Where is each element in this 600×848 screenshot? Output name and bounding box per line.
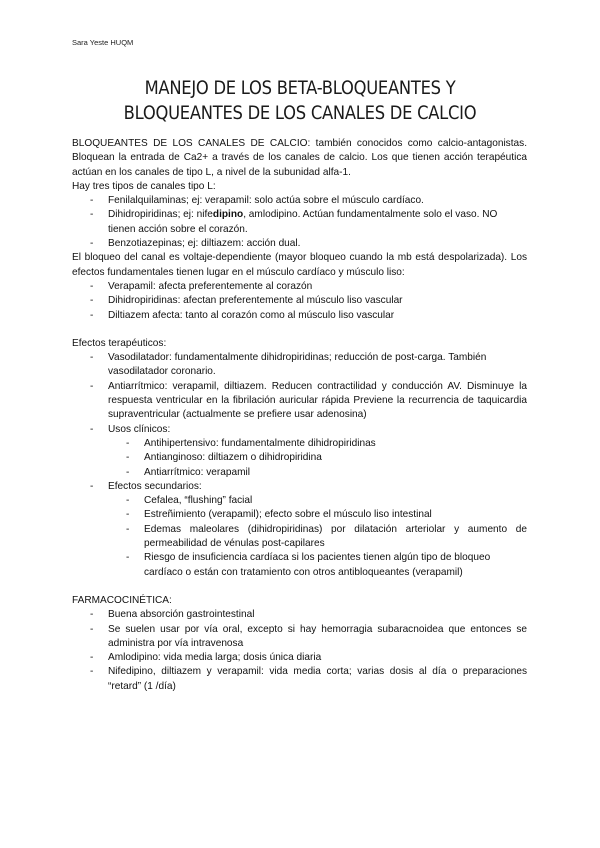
list-item: - Benzotiazepinas; ej: diltiazem: acción dual.	[72, 237, 527, 251]
spacer	[72, 580, 527, 594]
list-item: - Edemas maleolares (dihidropiridinas) por dilatación arteriolar y aumento de permeabilidad de vénulas post-capilares	[72, 523, 527, 552]
list-item: - Buena absorción gastrointestinal	[72, 608, 527, 622]
list-item: - Nifedipino, diltiazem y verapamil: vida media corta; varias dosis al día o preparaciones “retard” (1 /día)	[72, 665, 527, 694]
types-heading: Hay tres tipos de canales tipo L:	[72, 180, 216, 192]
channel-types-list	[72, 194, 527, 251]
list-item: - Antianginoso: diltiazem o dihidropiridina	[72, 451, 527, 465]
list-item: - Estreñimiento (verapamil); efecto sobre el músculo liso intestinal	[72, 508, 527, 522]
spacer	[72, 323, 527, 337]
pharmacokinetics-list	[72, 608, 527, 694]
clinical-uses-list	[72, 437, 527, 480]
list-item: - Diltiazem afecta: tanto al corazón como al músculo liso vascular	[72, 309, 527, 323]
list-item: - Antihipertensivo: fundamentalmente dihidropiridinas	[72, 437, 527, 451]
effects-list	[72, 280, 527, 323]
list-item: - Fenilalquilaminas; ej: verapamil: solo actúa sobre el músculo cardíaco.	[72, 194, 527, 208]
list-item: - Usos clínicos:	[72, 423, 527, 437]
list-item: - Riesgo de insuficiencia cardíaca si los pacientes tienen algún tipo de bloqueo cardíaco o están con tratamiento con otros antibloqueantes (verapamil)	[72, 551, 527, 580]
block-paragraph: El bloqueo del canal es voltaje-dependiente (mayor bloqueo cuando la mb está despolarizada). Los efectos fundamentales tienen lugar en el músculo cardíaco y músculo liso:	[72, 252, 527, 278]
list-item: - Vasodilatador: fundamentalmente dihidropiridinas; reducción de post-carga. También vasodilatador coronario.	[72, 351, 527, 380]
item-text: , amlodipino. Actúan fundamentalmente solo el vaso. NO tienen acción sobre el corazón.	[108, 209, 498, 235]
therapeutic-list	[72, 351, 527, 437]
list-item: - Antiarrítmico: verapamil, diltiazem. Reducen contractilidad y conducción AV. Disminuye la respuesta ventricular en la fibrilación auricular rápida Previene la recurrencia de taquicardia supraventricular (actualmente se prefiere usar adenosina)	[72, 380, 527, 423]
author-header: Sara Yeste HUQM	[72, 38, 134, 47]
list-item: - Verapamil: afecta preferentemente al corazón	[72, 280, 527, 294]
pharmacokinetics-heading: FARMACOCINÉTICA:	[72, 594, 172, 606]
list-item: - Se suelen usar por vía oral, excepto si hay hemorragia subaracnoidea que entonces se administra por vía intravenosa	[72, 623, 527, 652]
list-item: - Amlodipino: vida media larga; dosis única diaria	[72, 651, 527, 665]
list-item: - Dihidropiridinas: afectan preferentemente al músculo liso vascular	[72, 294, 527, 308]
intro-paragraph: BLOQUEANTES DE LOS CANALES DE CALCIO: también conocidos como calcio-antagonistas. Bloquean la entrada de Ca2+ a través de los canales de calcio. Los que tienen acción terapéutica actúan en los canales de tipo L, a nivel de la subunidad alfa-1.	[72, 138, 527, 178]
list-item: - Cefalea, “flushing” facial	[72, 494, 527, 508]
side-effects-header-list	[72, 480, 527, 494]
list-item	[72, 208, 527, 237]
item-text: Dihidropiridinas; ej: nife	[108, 209, 213, 221]
list-item: - Efectos secundarios:	[72, 480, 527, 494]
list-item: - Antiarrítmico: verapamil	[72, 466, 527, 480]
document-body	[72, 137, 527, 694]
side-effects-list	[72, 494, 527, 580]
page-title: MANEJO DE LOS BETA-BLOQUEANTES Y BLOQUEANTES DE LOS CANALES DE CALCIO	[123, 77, 477, 124]
therapeutic-heading: Efectos terapéuticos:	[72, 337, 167, 349]
bold-text: dipino	[212, 209, 244, 221]
